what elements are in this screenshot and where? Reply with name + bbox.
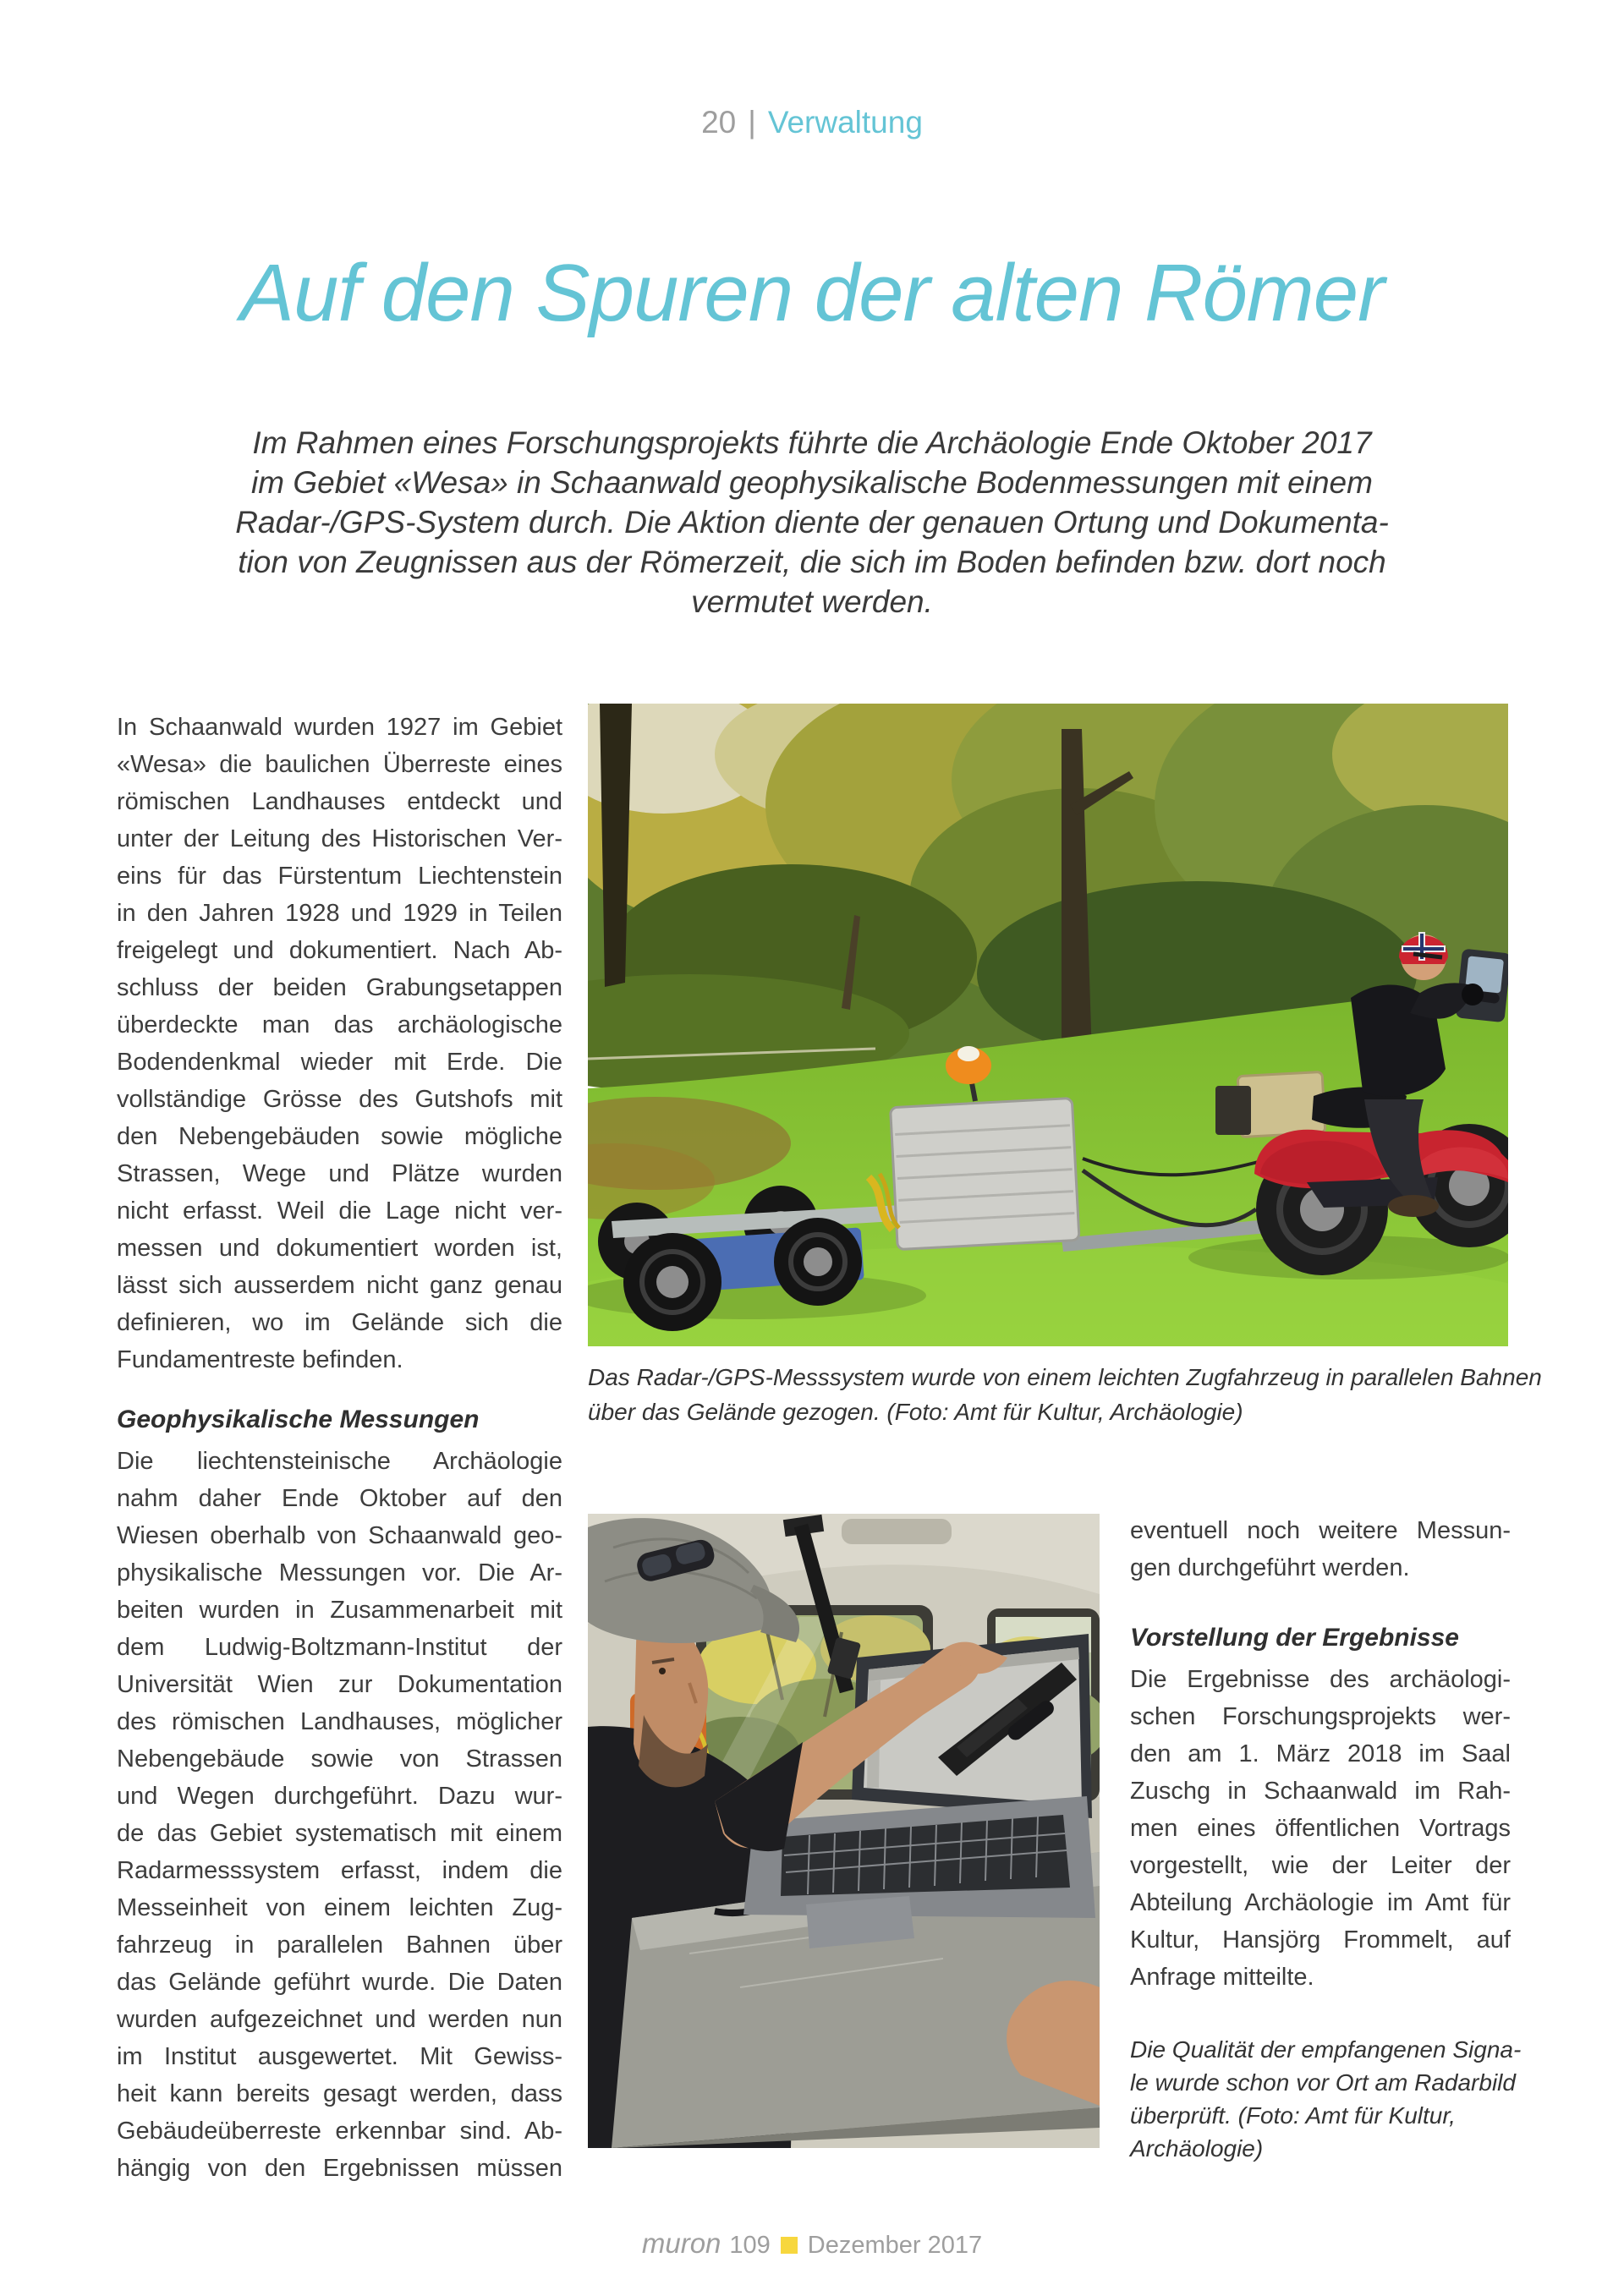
text-line: unter der Leitung des Historischen Ver- [117,825,562,852]
right-column [1130,1512,1522,2165]
laptop-van-illustration [588,1514,1100,2148]
text-line: wurden aufgezeichnet und werden nun [117,2006,562,2033]
text-line: eins für das Fürstentum Liechtenstein [117,863,562,890]
text-line: schen Forschungsprojekts wer- [1130,1703,1511,1730]
text-line: Messeinheit von einem leichten Zug- [117,1894,562,1921]
page-footer [0,2228,1624,2260]
paragraph-history [117,709,562,1378]
text-line: vollständige Grösse des Gutshofs mit [117,1086,562,1113]
text-line: im Gebiet «Wesa» in Schaanwald geophysikalische Bodenmessungen mit einem [251,465,1373,500]
text-line: dem Ludwig-Boltzmann-Institut der [117,1634,562,1661]
page-header [0,105,1624,140]
text-line: nicht erfasst. Weil die Lage nicht ver- [117,1197,562,1225]
text-line: lässt sich ausserdem nicht ganz genau [117,1272,562,1299]
text-line: gen durchgeführt werden. [1130,1554,1410,1581]
text-line: den am 1. März 2018 im Saal [1130,1740,1511,1767]
aluminum-case [891,1099,1079,1250]
text-line: Anfrage mitteilte. [1130,1964,1314,1991]
text-line: Kultur, Hansjörg Frommelt, auf [1130,1926,1511,1954]
photo1-caption [588,1360,1542,1429]
footer-square-icon [781,2237,798,2254]
text-line: tion von Zeugnissen aus der Römerzeit, die sich im Boden befinden bzw. dort noch [238,545,1386,579]
text-line: Das Radar-/GPS-Messsystem wurde von einem leichten Zugfahrzeug in parallelen Bahnen [588,1364,1542,1390]
text-line: messen und dokumentiert worden ist, [117,1235,562,1262]
text-line: überprüft. (Foto: Amt für Kultur, [1130,2102,1456,2129]
photo-laptop-van [588,1514,1100,2148]
paragraph-measurements [117,1443,562,2187]
footer-date: Dezember 2017 [807,2232,983,2259]
text-line: über das Gelände gezogen. (Foto: Amt für Kultur, Archäologie) [588,1399,1243,1425]
article-lead [0,423,1624,622]
paragraph-further-measurements [1130,1512,1511,1586]
text-line: heit kann bereits gesagt werden, dass [117,2080,562,2107]
text-line: und Wegen durchgeführt. Dazu wur- [117,1783,562,1810]
text-line: Gebäudeüberreste erkennbar sind. Ab- [117,2118,562,2145]
text-line: men eines öffentlichen Vortrags [1130,1815,1511,1842]
text-line: des römischen Landhauses, möglicher [117,1708,562,1735]
text-line: Die liechtensteinische Archäologie [117,1448,562,1475]
text-line: Zuschg in Schaanwald im Rah- [1130,1778,1511,1805]
photo-radar-quad [588,704,1508,1346]
text-line: hängig von den Ergebnissen müssen [117,2155,562,2182]
text-line: nahm daher Ende Oktober auf den [117,1485,562,1512]
subheading-vorstellung-der-ergebnisse: Vorstellung der Ergebnisse [1130,1624,1459,1652]
radar-quad-illustration [588,704,1508,1346]
left-column [117,709,562,2187]
text-line: Die Qualität der empfangenen Signa- [1130,2036,1522,2063]
text-line: Die Ergebnisse des archäologi- [1130,1666,1511,1693]
header-divider: | [748,105,756,140]
text-line: Nebengebäude sowie von Strassen [117,1745,562,1773]
text-line: In Schaanwald wurden 1927 im Gebiet [117,714,562,741]
text-line: freigelegt und dokumentiert. Nach Ab- [117,937,562,964]
text-line: römischen Landhauses entdeckt und [117,788,562,815]
text-line: beiten wurden in Zusammenarbeit mit [117,1597,562,1624]
subheading-geophysikalische-messungen: Geophysikalische Messungen [117,1406,480,1433]
text-line: Wiesen oberhalb von Schaanwald geo- [117,1522,562,1549]
text-line: Strassen, Wege und Plätze wurden [117,1160,562,1187]
text-line: fahrzeug in parallelen Bahnen über [117,1932,562,1959]
text-line: vermutet werden. [691,584,933,619]
text-line: Archäologie) [1130,2135,1264,2162]
text-line: Radar-/GPS-System durch. Die Aktion diente der genauen Ortung und Dokumenta- [235,505,1389,540]
text-line: de das Gebiet systematisch mit einem [117,1820,562,1847]
paragraph-presentation [1130,1661,1511,1996]
text-line: eventuell noch weitere Messun- [1130,1517,1511,1544]
text-line: Fundamentreste befinden. [117,1346,403,1373]
text-line: Bodendenkmal wieder mit Erde. Die [117,1049,562,1076]
text-line: physikalische Messungen vor. Die Ar- [117,1559,562,1586]
text-line: in den Jahren 1928 und 1929 in Teilen [117,900,562,927]
text-line: den Nebengebäuden sowie mögliche [117,1123,562,1150]
text-line: Universität Wien zur Dokumentation [117,1671,562,1698]
text-line: Radarmesssystem erfasst, indem die [117,1857,562,1884]
text-line: das Gelände geführt wurde. Die Daten [117,1969,562,1996]
text-line: «Wesa» die baulichen Überreste eines [117,751,562,778]
header-section-label: Verwaltung [767,105,923,140]
text-line: Im Rahmen eines Forschungsprojekts führte die Archäologie Ende Oktober 2017 [252,425,1372,460]
photo2-caption [1130,2033,1522,2165]
text-line: schluss der beiden Grabungsetappen [117,974,562,1001]
article-title: Auf den Spuren der alten Römer [239,248,1385,338]
magazine-name: muron [641,2228,721,2259]
issue-number: 109 [729,2232,771,2259]
text-line: le wurde schon vor Ort am Radarbild [1130,2069,1516,2096]
page-number: 20 [701,105,737,140]
text-line: vorgestellt, wie der Leiter der [1130,1852,1511,1879]
text-line: definieren, wo im Gelände sich die [117,1309,562,1336]
text-line: im Institut ausgewertet. Mit Gewiss- [117,2043,562,2070]
text-line: Abteilung Archäologie im Amt für [1130,1889,1511,1916]
text-line: überdeckte man das archäologische [117,1011,562,1038]
